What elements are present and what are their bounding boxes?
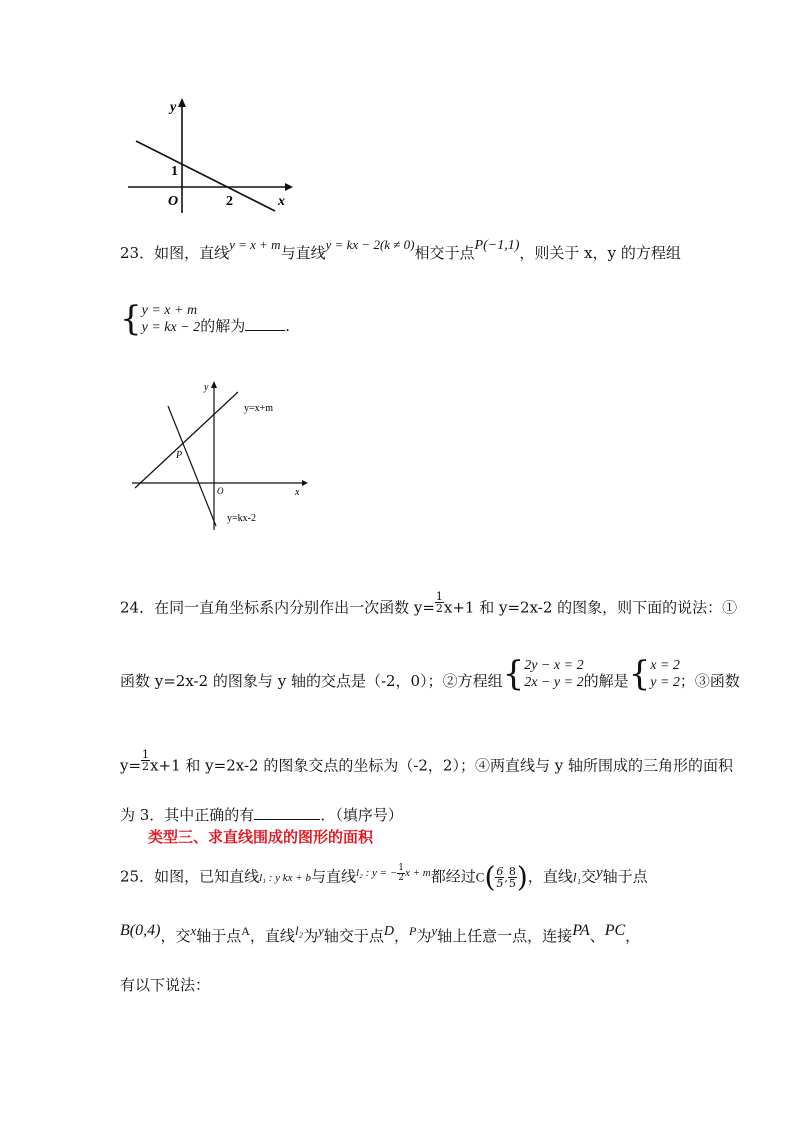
x-intercept-label: 2 (226, 194, 233, 209)
q24-intro: 24．在同一直角坐标系内分别作出一次函数 y= (120, 598, 435, 617)
q23-number: 23．如图，直线 (120, 244, 230, 262)
q24-half-numerator: 1 (435, 590, 443, 603)
q24-statement-3-4: x+1 和 y=2x-2 的图象交点的坐标为（-2，2）；④两直线与 y 轴所围成的三角形的面积 (150, 756, 733, 775)
line-y-x-plus-m (135, 392, 238, 488)
q25-y-var: y (595, 864, 603, 881)
q25-left-paren: ( (484, 860, 496, 894)
q23-sys-eq-1: y = x + m (141, 303, 198, 318)
q24-solution-is: 的解是 (583, 672, 629, 690)
q24-line-2 (120, 654, 740, 694)
q23-equation-1: y = x + m (229, 237, 281, 252)
q23-equation-2: y = kx − 2(k ≠ 0) (325, 237, 415, 252)
point-p-label: P (176, 450, 183, 461)
q24-answer-blank[interactable] (254, 805, 320, 820)
q25-line-l2-equation: l₂ : y = − (355, 866, 398, 879)
y-axis-arrow (178, 98, 186, 107)
graph-line (136, 141, 275, 211)
q23-end: . (285, 317, 290, 335)
q24-fill-hint: ．（填序号） (320, 806, 403, 824)
q25-pass-through: 都经过 (430, 867, 476, 886)
q25-l2-tail: x + m (405, 866, 431, 879)
q25-line-1 (120, 860, 648, 894)
q25-cx-num: 6 (496, 865, 504, 878)
q25-axis-at: 轴于点 (602, 867, 648, 886)
q25-l2-fraction-den: 2 (398, 873, 404, 883)
q25-axis-at-2: 轴于点 (196, 927, 242, 945)
q25-cx-den: 5 (496, 877, 504, 890)
q25-l1-ref: l₁ (572, 869, 581, 885)
q25-comma: , (504, 871, 508, 885)
q25-line-text-2: ，直线 (249, 927, 295, 945)
q25-point-b: B(0,4) (120, 922, 161, 939)
q25-x-var: x (190, 923, 197, 938)
q24-sol-x: x = 2 (650, 658, 680, 673)
q25-y-var-2: y (318, 923, 324, 938)
q25-as: 为 (303, 927, 319, 945)
q24-sol-y: y = 2 (650, 675, 680, 690)
x-axis-arrow (302, 480, 308, 486)
line-y-kx-minus-2 (168, 406, 216, 526)
q24-line-3 (120, 748, 733, 778)
q25-comma-3: ， (625, 927, 641, 945)
q25-l2-fraction-num: 1 (398, 863, 404, 873)
origin-label: O (217, 486, 224, 496)
q25-l2-fraction (397, 864, 405, 883)
q24-sys-eq-1: 2y − x = 2 (524, 658, 584, 673)
q24-half-denominator: 2 (435, 602, 443, 615)
q25-l2-ref: l₂ (294, 923, 304, 938)
origin-label: O (168, 194, 179, 209)
q24-line-4 (120, 805, 403, 825)
q24-statement-1: 函数 y=2x-2 的图象与 y 轴的交点是（-2，0）；②方程组 (120, 672, 503, 690)
q25-point-d: D (383, 924, 395, 939)
q25-intersect: 交 (580, 867, 596, 886)
q25-intersect-2: ，交 (160, 927, 191, 945)
q25-cy-num: 8 (508, 865, 516, 878)
q24-sys-eq-2: 2x − y = 2 (524, 675, 584, 690)
q25-y-var-3: y (431, 923, 438, 938)
q23-ask: ，则关于 x，y 的方程组 (519, 244, 681, 262)
q25-cy-den: 5 (508, 877, 516, 890)
section-heading: 类型三、求直线围成的图形的面积 (148, 828, 374, 846)
line-2-label: y=kx-2 (227, 513, 256, 524)
q25-line-text: ，直线 (527, 867, 573, 886)
q25-any-point: 轴上任意一点，连接 (437, 927, 573, 945)
q23-brace: { (120, 299, 142, 339)
q23-system (120, 299, 290, 339)
figure-1-graph (120, 95, 300, 215)
q23-line-1 (120, 237, 681, 265)
q25-dun: 、 (589, 927, 605, 945)
q23-point-p: P(−1,1) (474, 238, 520, 253)
q25-point-p: P (409, 924, 417, 938)
q24-fraction-half-2 (141, 749, 150, 772)
q25-line-l1-equation: l₁ : y kx + b (259, 871, 311, 884)
q24-conclusion: 为 3．其中正确的有 (120, 806, 255, 824)
y-intercept-label: 1 (171, 164, 178, 179)
x-axis-label: x (295, 487, 300, 498)
q23-sys-eq-2: y = kx − 2 (141, 320, 201, 335)
q25-segment-pa: PA (572, 922, 590, 939)
q24-solution-values (650, 657, 680, 691)
q24-system-brace: { (502, 654, 525, 694)
q23-with: 与直线 (280, 244, 326, 262)
x-axis-arrow (285, 183, 293, 191)
y-axis-arrow (211, 381, 217, 388)
y-axis-label: y (170, 100, 177, 115)
q24-fraction-half (435, 591, 444, 614)
q24-solution-brace: { (628, 654, 651, 694)
figure-2-graph (128, 378, 318, 533)
q25-point-c-coords (484, 860, 528, 894)
q24-system-equations (524, 657, 583, 691)
q24-line-1 (120, 590, 738, 620)
q23-intersect: 相交于点 (414, 244, 475, 262)
q24-intro-rest: x+1 和 y=2x-2 的图象，则下面的说法：① (443, 598, 738, 617)
x-axis-label: x (278, 194, 285, 209)
q25-line-2 (120, 922, 641, 948)
line-1-label: y=x+m (244, 403, 274, 414)
q25-comma-2: ， (394, 927, 410, 945)
q25-axis-at-3: 轴交于点 (323, 927, 384, 945)
q24-y-equals: y= (120, 756, 142, 775)
q25-intro: 25．如图，已知直线 (120, 867, 260, 886)
q23-solution-text: 的解为 (200, 317, 246, 335)
q23-system-equations (142, 302, 201, 336)
y-axis-label: y (204, 382, 209, 393)
q24-half-denominator-2: 2 (142, 760, 150, 773)
q23-answer-blank[interactable] (245, 316, 285, 331)
q25-with: 与直线 (310, 867, 356, 886)
q25-point-c: C (475, 869, 485, 885)
q25-point-a: A (241, 924, 250, 938)
q25-right-paren: ) (516, 860, 528, 894)
q25-cy-fraction (508, 866, 517, 889)
q25-is: 为 (416, 927, 432, 945)
q24-half-numerator-2: 1 (142, 748, 150, 761)
q25-segment-pc: PC (604, 922, 626, 939)
q25-line-3: 有以下说法： (120, 976, 211, 994)
q24-statement-3-start: ；③函数 (679, 672, 740, 690)
